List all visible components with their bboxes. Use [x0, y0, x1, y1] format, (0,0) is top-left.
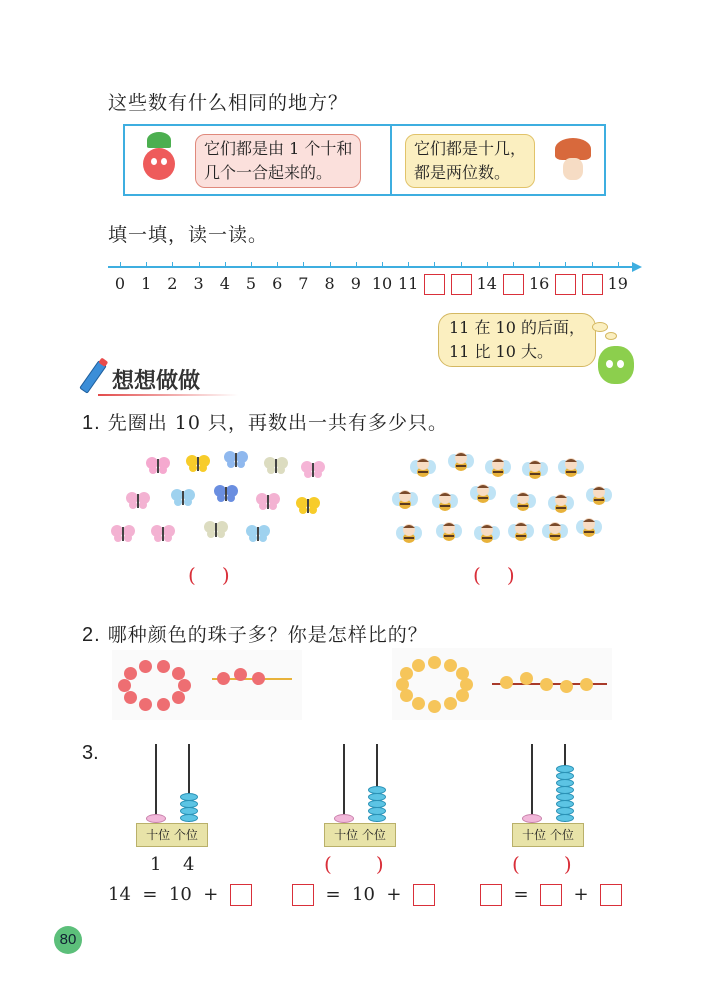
bead: [444, 659, 457, 672]
butterfly-icon: [145, 455, 171, 475]
tick-mark: [487, 262, 488, 267]
ones-bead: [180, 814, 198, 822]
bee-icon: [522, 457, 548, 481]
equation: 14 = 10 +: [108, 884, 252, 906]
bee-icon: [542, 519, 568, 543]
number-answer-paren[interactable]: ( ): [512, 852, 572, 876]
ones-bead: [556, 814, 574, 822]
bead: [580, 678, 593, 691]
bead: [456, 667, 469, 680]
tick-mark: [618, 262, 619, 267]
ones-bead: [556, 772, 574, 780]
mushroom-character-icon: [555, 138, 591, 160]
radish-leaves-icon: [147, 132, 171, 148]
tens-rod: [343, 744, 345, 822]
section-underline: [98, 394, 238, 396]
tick-mark: [382, 262, 383, 267]
number-label: 16: [529, 274, 550, 293]
butterfly-icon: [125, 490, 151, 510]
q1-answer-bees[interactable]: ( ): [473, 563, 515, 587]
number-label: 14: [476, 274, 497, 293]
number-blank-box[interactable]: [555, 274, 576, 295]
number-label: 6: [272, 274, 283, 293]
ones-bead: [556, 793, 574, 801]
bead: [412, 697, 425, 710]
abacus-2: [324, 744, 504, 914]
tick-mark: [592, 262, 593, 267]
butterfly-icon: [110, 523, 136, 543]
bead: [124, 691, 137, 704]
number-blank-box[interactable]: [451, 274, 472, 295]
butterfly-group: [105, 445, 335, 555]
tick-mark: [330, 262, 331, 267]
arrow-right-icon: [632, 262, 642, 272]
bee-icon: [474, 521, 500, 545]
bee-icon: [392, 487, 418, 511]
speech-bubble-left: 它们都是由 1 个十和 几个一合起来的。: [195, 134, 361, 188]
bead: [234, 668, 247, 681]
bee-icon: [576, 515, 602, 539]
thought-bubble: 11 在 10 的后面， 11 比 10 大。: [438, 313, 596, 367]
intro-question: 这些数有什么相同的地方？: [108, 92, 349, 114]
bead: [118, 679, 131, 692]
bead: [124, 667, 137, 680]
bee-icon: [558, 455, 584, 479]
q1-prompt: 1. 先圈出 10 只，再数出一共有多少只。: [82, 412, 448, 434]
pencil-icon: [79, 360, 107, 394]
butterfly-icon: [203, 519, 229, 539]
answer-box[interactable]: [413, 884, 435, 906]
bead: [428, 700, 441, 713]
abacus-base: 十位 个位: [136, 823, 208, 847]
butterfly-icon: [255, 491, 281, 511]
ones-bead: [368, 814, 386, 822]
tick-mark: [277, 262, 278, 267]
bee-icon: [508, 519, 534, 543]
thought-dot: [592, 322, 608, 332]
tick-mark: [172, 262, 173, 267]
bead: [520, 672, 533, 685]
equation: = +: [480, 884, 622, 906]
ones-bead: [556, 807, 574, 815]
page-number-badge: 80: [54, 926, 82, 954]
red-beads-image: [112, 650, 302, 720]
number-label: 4: [219, 274, 230, 293]
yellow-beads-image: [392, 648, 612, 720]
bead: [560, 680, 573, 693]
tick-mark: [461, 262, 462, 267]
tens-rod: [531, 744, 533, 822]
bead: [400, 667, 413, 680]
tens-bead: [334, 814, 354, 823]
abacus-3: [512, 744, 692, 914]
tens-bead: [146, 814, 166, 823]
radish-character-icon: [143, 148, 175, 180]
butterfly-icon: [170, 487, 196, 507]
bead: [178, 679, 191, 692]
number-blank-box[interactable]: [582, 274, 603, 295]
discussion-box: [123, 124, 606, 196]
bee-icon: [410, 455, 436, 479]
bee-icon: [470, 481, 496, 505]
number-label: 5: [245, 274, 257, 293]
ones-bead: [180, 807, 198, 815]
butterfly-icon: [223, 449, 249, 469]
answer-box[interactable]: [480, 884, 502, 906]
bead: [139, 698, 152, 711]
ones-bead: [556, 765, 574, 773]
ones-bead: [368, 793, 386, 801]
ones-digit: 4: [183, 854, 195, 875]
abacus-base: 十位 个位: [324, 823, 396, 847]
number-answer-paren[interactable]: ( ): [324, 852, 384, 876]
tens-digit: 1: [150, 854, 162, 875]
bead: [157, 698, 170, 711]
number-label: 11: [398, 274, 419, 293]
q2-prompt: 2. 哪种颜色的珠子多？你是怎样比的？: [82, 624, 428, 646]
bead: [456, 689, 469, 702]
answer-box[interactable]: [230, 884, 252, 906]
bead: [252, 672, 265, 685]
bee-icon: [396, 521, 422, 545]
answer-box[interactable]: [540, 884, 562, 906]
bee-icon: [485, 455, 511, 479]
answer-box[interactable]: [600, 884, 622, 906]
tick-mark: [539, 262, 540, 267]
butterfly-icon: [150, 523, 176, 543]
thought-dot: [605, 332, 617, 340]
bee-group: [390, 445, 610, 555]
bee-icon: [436, 519, 462, 543]
bead: [157, 660, 170, 673]
bee-icon: [448, 449, 474, 473]
abacus-base: 十位 个位: [512, 823, 584, 847]
ones-bead: [368, 807, 386, 815]
number-blank-box[interactable]: [503, 274, 524, 295]
butterfly-icon: [213, 483, 239, 503]
divider: [390, 126, 392, 194]
tick-mark: [120, 262, 121, 267]
bee-icon: [432, 489, 458, 513]
bead: [500, 676, 513, 689]
tick-mark: [303, 262, 304, 267]
butterfly-icon: [245, 523, 271, 543]
butterfly-icon: [185, 453, 211, 473]
tick-mark: [513, 262, 514, 267]
bead: [139, 660, 152, 673]
bead: [428, 656, 441, 669]
butterfly-icon: [263, 455, 289, 475]
fill-instruction: 填一填，读一读。: [108, 224, 269, 246]
tick-mark: [565, 262, 566, 267]
number-label: 7: [298, 274, 309, 293]
butterfly-icon: [300, 459, 326, 479]
number-blank-box[interactable]: [424, 274, 445, 295]
ones-bead: [368, 800, 386, 808]
equation: = 10 +: [292, 884, 435, 906]
tick-mark: [251, 262, 252, 267]
tick-mark: [225, 262, 226, 267]
bead: [412, 659, 425, 672]
number-label: 19: [607, 274, 628, 293]
tens-rod: [155, 744, 157, 822]
ones-bead: [556, 779, 574, 787]
number-label: 2: [167, 274, 178, 293]
number-label: 1: [141, 274, 152, 293]
tick-mark: [408, 262, 409, 267]
ones-bead: [368, 786, 386, 794]
bead: [540, 678, 553, 691]
number-label: 8: [324, 274, 335, 293]
number-label: 0: [114, 274, 126, 293]
q1-answer-butterflies[interactable]: ( ): [188, 563, 230, 587]
tens-bead: [522, 814, 542, 823]
butterfly-icon: [295, 495, 321, 515]
number-label: 10: [371, 274, 393, 293]
section-title: 想想做做: [112, 369, 201, 394]
bead: [172, 691, 185, 704]
number-label: 3: [193, 274, 204, 293]
ones-bead: [556, 786, 574, 794]
tick-mark: [146, 262, 147, 267]
bee-icon: [586, 483, 612, 507]
speech-bubble-right: 它们都是十几， 都是两位数。: [405, 134, 535, 188]
bead: [217, 672, 230, 685]
mushroom-body: [563, 158, 583, 180]
tick-mark: [434, 262, 435, 267]
bee-icon: [510, 489, 536, 513]
tick-mark: [356, 262, 357, 267]
answer-box[interactable]: [292, 884, 314, 906]
ones-bead: [556, 800, 574, 808]
pepper-character-icon: [598, 346, 634, 384]
abacus-1: [108, 744, 316, 914]
bead: [444, 697, 457, 710]
number-label: 9: [350, 274, 361, 293]
bee-icon: [548, 491, 574, 515]
ones-bead: [180, 793, 198, 801]
tick-mark: [199, 262, 200, 267]
ones-bead: [180, 800, 198, 808]
q3-number: 3.: [82, 742, 99, 764]
number-line: [108, 262, 638, 302]
